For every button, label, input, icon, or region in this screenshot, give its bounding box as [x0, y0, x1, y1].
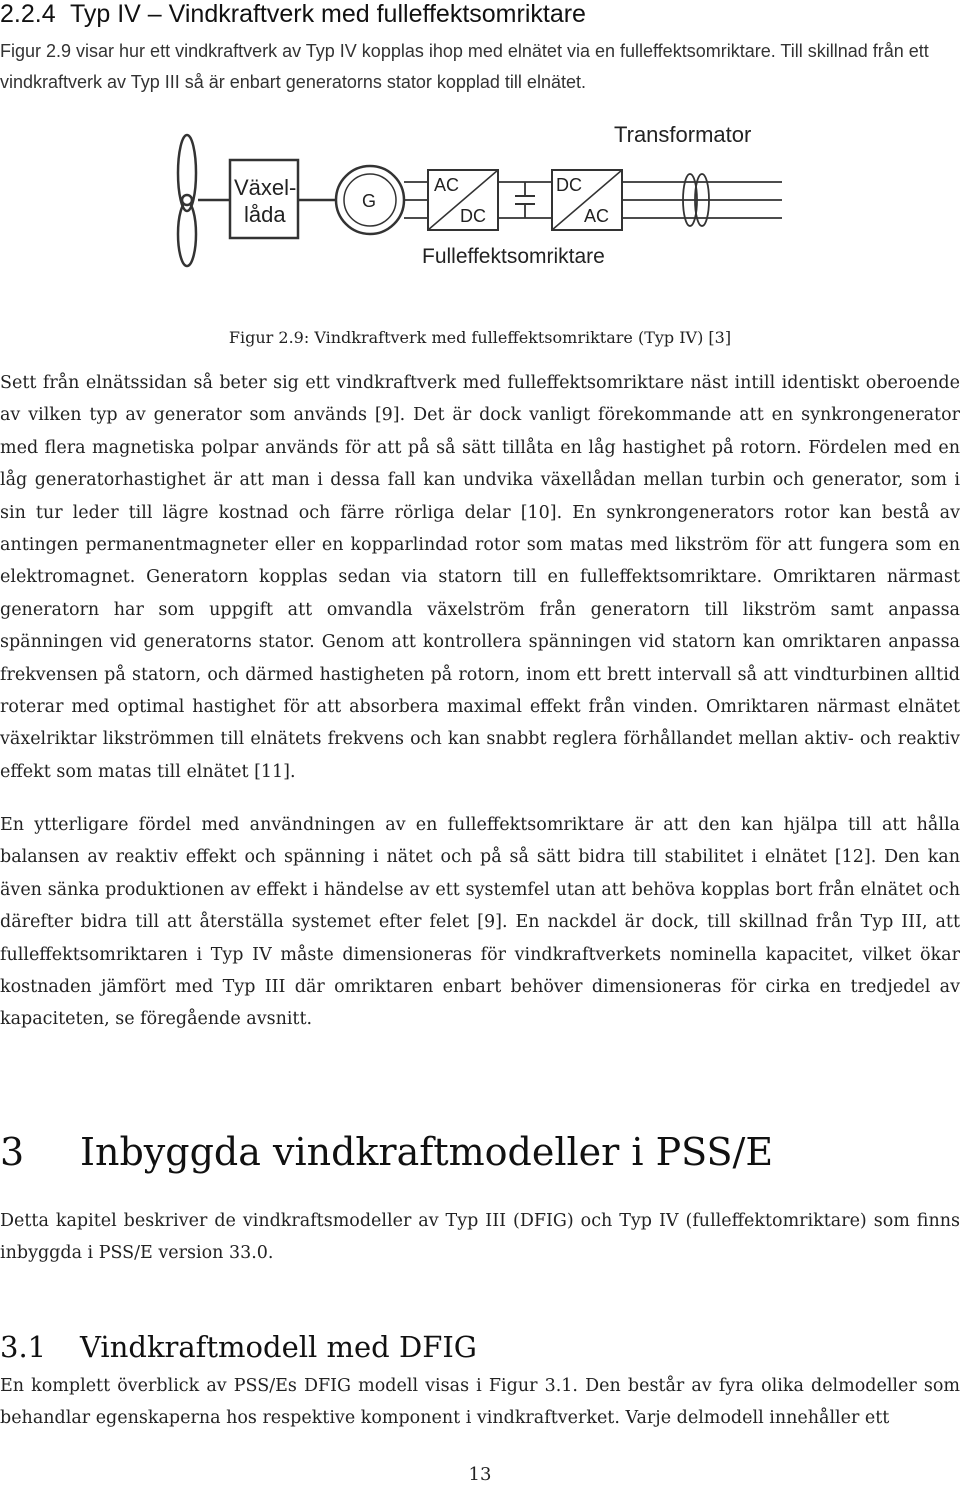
converter-ac-label-1: AC [434, 175, 460, 195]
chapter-intro-paragraph: Detta kapitel beskriver de vindkraftsmodeller av Typ III (DFIG) och Typ IV (fulleffektomriktare) som finns inbyggda i PSS/E version 33.0. [0, 1211, 960, 1264]
figure-caption: Figur 2.9: Vindkraftverk med fulleffektsomriktare (Typ IV) [3] [228, 328, 732, 347]
transformer-label: Transformator [614, 122, 752, 147]
intro-paragraph: Figur 2.9 visar hur ett vindkraftverk av Typ IV kopplas ihop med elnätet via en fulleffektsomriktare. Till skillnad från ett vindkraftverk av Typ III så är enbart generatorns stator kopplad till elnätet. [0, 41, 929, 92]
section-number: 2.2.4 [0, 0, 56, 28]
section-heading-3-1 [0, 1330, 477, 1364]
converter-ac-label-2: AC [584, 206, 610, 226]
generator-label: G [362, 191, 377, 211]
paragraph-type-iv-description: Sett från elnätssidan så beter sig ett vindkraftverk med fulleffektsomriktare näst intill identiskt oberoende av vilken typ av generator som används [9]. Det är dock vanligt förekommande att en synkrongenerator med flera magnetiska polpar används för att på så sätt tillåta en låg hastighet på rotorn. Fördelen med en låg generatorhastighet är att man i dessa fall kan undvika växellådan mellan turbin och generator, som i sin tur leder till lägre kostnad och färre rörliga delar [10]. En synkrongenerators rotor kan bestå av antingen permanentmagneter eller en kopparlindad rotor som matas med likström för att fungera som en elektromagnet. Generatorn kopplas sedan via statorn till en fulleffektsomriktare. Omriktaren närmast generatorn har som uppgift att omvandla växelström från generatorn till likström samt anpassa spänningen vid generatorns stator. Genom att kontrollera spänningen vid statorn kan omriktaren anpassa frekvensen på statorn, och därmed hastigheten på rotorn, inom ett brett intervall så att vindturbinen alltid roterar med optimal hastighet för att absorbera maximal effekt från vinden. Omriktaren närmast elnätet växelriktar likströmmen till elnätets frekvens och kan snabbt reglera förhållandet mellan aktiv- och reaktiv effekt som matas till elnätet [11]. [0, 373, 960, 782]
chapter-heading-3 [0, 1130, 773, 1174]
rotor-blades-icon [178, 135, 196, 266]
section-number: 3.1 [0, 1330, 47, 1364]
converter-dc-label-1: DC [460, 206, 486, 226]
wind-turbine-diagram [170, 118, 790, 278]
converter-dc-label-2: DC [556, 175, 582, 195]
section-title: Vindkraftmodell med DFIG [80, 1330, 477, 1364]
page-number: 13 [468, 1464, 492, 1485]
converter-label: Fulleffektsomriktare [422, 245, 605, 268]
section-title: Typ IV – Vindkraftverk med fulleffektsomriktare [70, 0, 586, 28]
section-heading-2-2-4 [0, 0, 586, 29]
section-3-1-paragraph: En komplett överblick av PSS/Es DFIG modell visas i Figur 3.1. Den består av fyra olika delmodeller som behandlar egenskaperna hos respektive komponent i vindkraftverket. Varje delmodell innehåller ett [0, 1376, 960, 1429]
chapter-title: Inbyggda vindkraftmodeller i PSS/E [80, 1130, 774, 1174]
dc-link-capacitor-icon [515, 196, 535, 204]
gearbox-label-1: Växel- [234, 175, 297, 200]
paragraph-type-iv-advantages: En ytterligare fördel med användningen av en fulleffektsomriktare är att den kan hjälpa till att hålla balansen av reaktiv effekt och spänning i nätet och på så sätt bidra till stabilitet i elnätet [12]. Den kan även sänka produktionen av effekt i händelse av ett systemfel utan att behöva kopplas bort från elnätet och därefter bidra till att återställa systemet efter felet [9]. En nackdel är dock, till skillnad från Typ III, att fulleffektsomriktaren i Typ IV måste dimensioneras för vindkraftverkets nominella kapacitet, vilket ökar kostnaden jämfört med Typ III där omriktaren enbart behöver dimensioneras för cirka en tredjedel av kapaciteten, se föregående avsnitt. [0, 815, 960, 1030]
chapter-number: 3 [0, 1130, 25, 1174]
gearbox-label-2: låda [244, 202, 286, 227]
